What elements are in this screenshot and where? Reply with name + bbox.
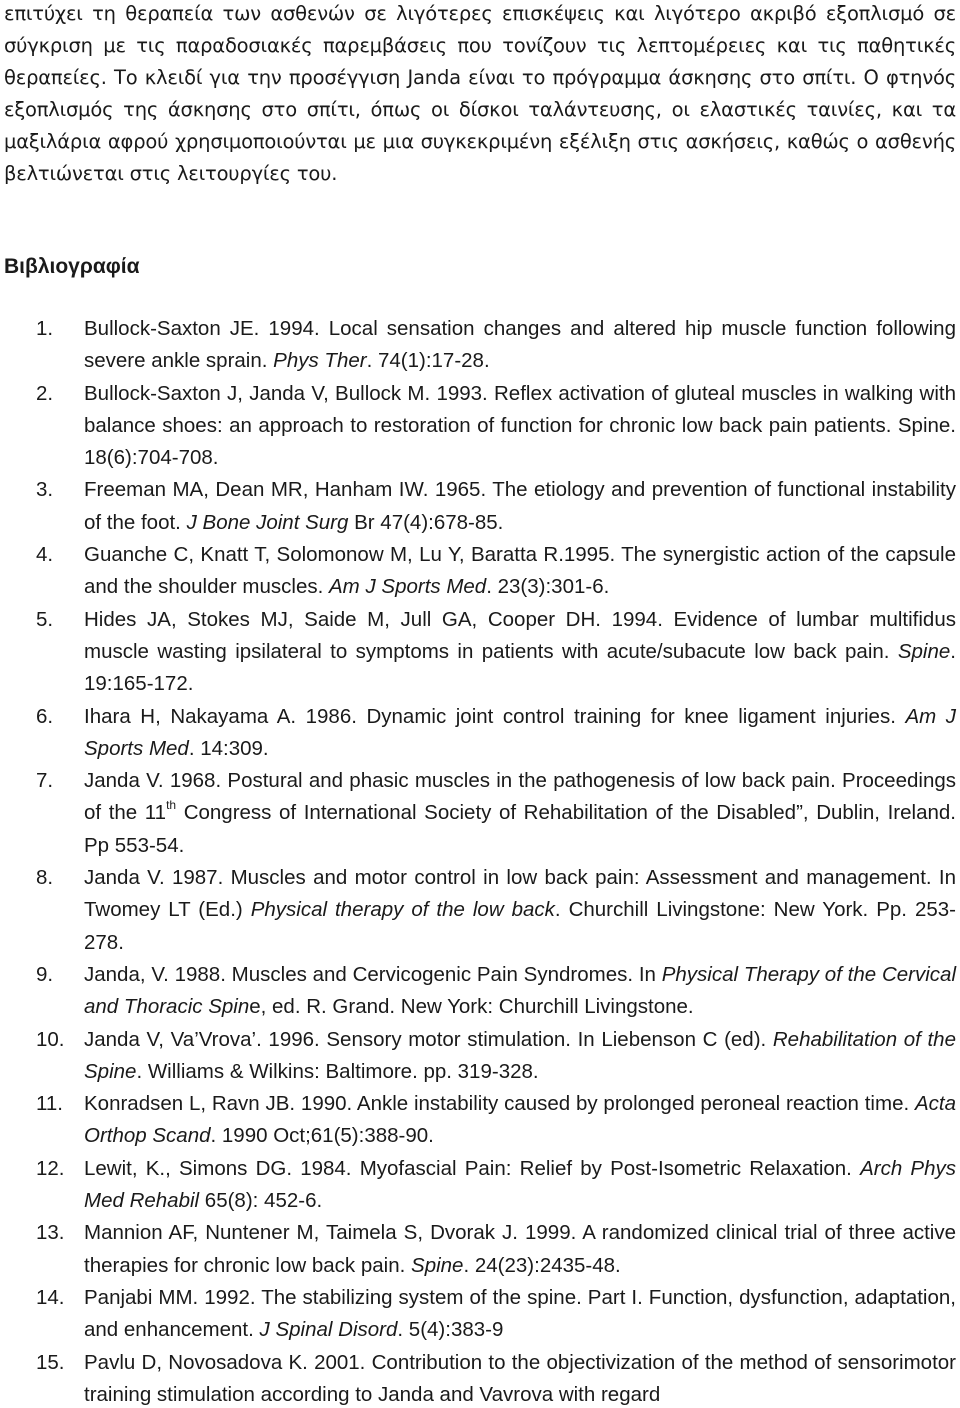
reference-segment: Hides JA, Stokes MJ, Saide M, Jull GA, Cooper DH. 1994. Evidence of lumbar multifidus muscle wasting ipsilateral to symptoms in patients with acute/subacute low back pain. (84, 607, 956, 663)
reference-item (0, 313, 956, 378)
reference-text (84, 963, 956, 1018)
reference-item (0, 604, 956, 701)
journal-title: J Bone Joint Surg (186, 510, 349, 534)
reference-item (0, 765, 956, 862)
reference-segment: Janda V. 1987. Muscles and motor control in low back pain: Assessment and management. In Twomey LT (Ed.) (84, 866, 956, 922)
reference-segment: . 5(4):383-9 (397, 1318, 504, 1342)
reference-segment: Ihara H, Nakayama A. 1986. Dynamic joint control training for knee ligament injuries. (84, 704, 906, 728)
reference-segment: Br 47(4):678-85. (348, 510, 504, 534)
reference-segment: Pavlu D, Novosadova K. 2001. Contribution to the objectivization of the method of sensorimotor training stimulation according to Janda and Vavrova with regard (84, 1350, 956, 1406)
journal-title: Physical Therapy of the Cervical and Thoracic Spin (84, 962, 956, 1019)
journal-title: Physical therapy of the low back (250, 898, 555, 922)
reference-segment: Konradsen L, Ravn JB. 1990. Ankle instability caused by prolonged peroneal reaction time. (84, 1092, 915, 1116)
journal-title: Arch Phys Med Rehabil (84, 1156, 957, 1213)
reference-segment: . 14:309. (188, 736, 269, 760)
reference-item (0, 701, 956, 766)
reference-text (84, 543, 956, 598)
reference-number: 11. (36, 1092, 63, 1116)
reference-number: 2. (36, 381, 54, 405)
reference-text (84, 317, 956, 372)
journal-title: Phys Ther (273, 349, 367, 373)
reference-segment: . Churchill Livingstone: New York. Pp. 253-278. (84, 898, 956, 954)
journal-title: Am J Sports Med (329, 575, 487, 599)
journal-title: Rehabilitation of the Spine (84, 1027, 956, 1083)
reference-number: 15. (36, 1350, 65, 1374)
journal-title: Acta Orthop Scand (84, 1092, 956, 1148)
reference-text (84, 866, 956, 954)
reference-text (84, 1286, 956, 1341)
reference-text (84, 1351, 956, 1406)
reference-number: 8. (36, 866, 54, 890)
reference-item (0, 959, 956, 1024)
reference-item (0, 378, 956, 475)
reference-segment: e, ed. R. Grand. New York: Churchill Livingstone. (249, 995, 694, 1019)
reference-segment: . 19:165-172. (84, 639, 956, 696)
reference-segment: 65(8): 452-6. (199, 1189, 323, 1213)
reference-item (0, 1282, 956, 1347)
reference-number: 5. (36, 607, 54, 631)
reference-segment: Janda, V. 1988. Muscles and Cervicogenic Pain Syndromes. In (84, 962, 662, 986)
reference-item (0, 1024, 956, 1089)
bibliography-heading: Βιβλιογραφία (4, 255, 140, 278)
reference-segment: . 24(23):2435-48. (463, 1253, 621, 1277)
reference-number: 10. (36, 1027, 65, 1051)
reference-segment: . 74(1):17-28. (366, 349, 490, 373)
reference-text (84, 1028, 956, 1083)
reference-segment: Guanche C, Knatt T, Solomonow M, Lu Y, Baratta R.1995. The synergistic action of the capsule and the shoulder muscles. (84, 543, 956, 599)
reference-number: 6. (36, 704, 54, 728)
reference-item (0, 539, 956, 604)
reference-text (84, 382, 956, 470)
reference-segment: Congress of International Society of Rehabilitation of the Disabled”, Dublin, Ireland. Pp 553-54. (84, 801, 956, 857)
intro-paragraph: επιτύχει τη θεραπεία των ασθενών σε λιγότερες επισκέψεις και λιγότερο ακριβό εξοπλισμό σε σύγκριση με τις παραδοσιακές παρεμβάσεις που τονίζουν τις λεπτομέρειες και τις παθητικές θεραπείες. Το κλειδί για την προσέγγιση Janda είναι το πρόγραμμα άσκησης στο σπίτι. Ο φτηνός εξοπλισμός της άσκησης στο σπίτι, όπως οι δίσκοι ταλάντευσης, οι ελαστικές ταινίες, και τα μαξιλάρια αφρού χρησιμοποιούνται με μια συγκεκριμένη εξέλιξη στις ασκήσεις, καθώς ο ασθενής βελτιώνεται στις λειτουργίες του. (4, 2, 956, 185)
reference-segment: . Williams & Wilkins: Baltimore. pp. 319-328. (136, 1059, 539, 1083)
reference-item (0, 1153, 956, 1218)
superscript-text: th (166, 798, 177, 813)
journal-title: Spine (897, 639, 951, 663)
reference-text (84, 478, 956, 533)
reference-segment: Janda V. 1968. Postural and phasic muscles in the pathogenesis of low back pain. Proceedings of the 11 (84, 769, 956, 825)
reference-item (0, 474, 956, 539)
reference-segment: Freeman MA, Dean MR, Hanham IW. 1965. The etiology and prevention of functional instability of the foot. (84, 478, 956, 534)
reference-text (84, 1221, 956, 1276)
reference-number: 14. (36, 1285, 65, 1309)
journal-title: Am J Sports Med (84, 704, 956, 760)
reference-number: 7. (36, 769, 54, 793)
reference-segment: Lewit, K., Simons DG. 1984. Myofascial Pain: Relief by Post-Isometric Relaxation. (84, 1156, 861, 1180)
reference-text (84, 608, 956, 696)
reference-item (0, 1217, 956, 1282)
reference-segment: Bullock-Saxton JE. 1994. Local sensation changes and altered hip muscle function following severe ankle sprain. (84, 317, 956, 373)
reference-text (84, 769, 956, 857)
reference-text (84, 1092, 956, 1147)
reference-item (0, 1347, 956, 1408)
reference-item (0, 862, 956, 959)
reference-segment: Mannion AF, Nuntener M, Taimela S, Dvorak J. 1999. A randomized clinical trial of three active therapies for chronic low back pain. (84, 1221, 956, 1277)
reference-item (0, 1088, 956, 1153)
journal-title: J Spinal Disord (259, 1318, 398, 1342)
reference-text (84, 1157, 956, 1212)
reference-segment: Panjabi MM. 1992. The stabilizing system of the spine. Part I. Function, dysfunction, adaptation, and enhancement. (84, 1285, 956, 1342)
reference-number: 12. (36, 1156, 65, 1180)
journal-title: Spine (411, 1253, 464, 1277)
reference-list (0, 313, 956, 1408)
reference-number: 13. (36, 1221, 65, 1245)
reference-number: 1. (36, 317, 54, 340)
reference-segment: . 23(3):301-6. (486, 575, 610, 599)
reference-segment: Bullock-Saxton J, Janda V, Bullock M. 1993. Reflex activation of gluteal muscles in walking with balance shoes: an approach to restoration of function for chronic low back pain patients. Spine. 18(6):704-708. (84, 381, 956, 470)
reference-number: 3. (36, 478, 54, 502)
reference-number: 9. (36, 962, 54, 986)
reference-segment: . 1990 Oct;61(5):388-90. (210, 1124, 434, 1148)
reference-text (84, 705, 956, 760)
reference-segment: Janda V, Va’Vrova’. 1996. Sensory motor stimulation. In Liebenson C (ed). (84, 1027, 773, 1051)
reference-number: 4. (36, 543, 54, 567)
